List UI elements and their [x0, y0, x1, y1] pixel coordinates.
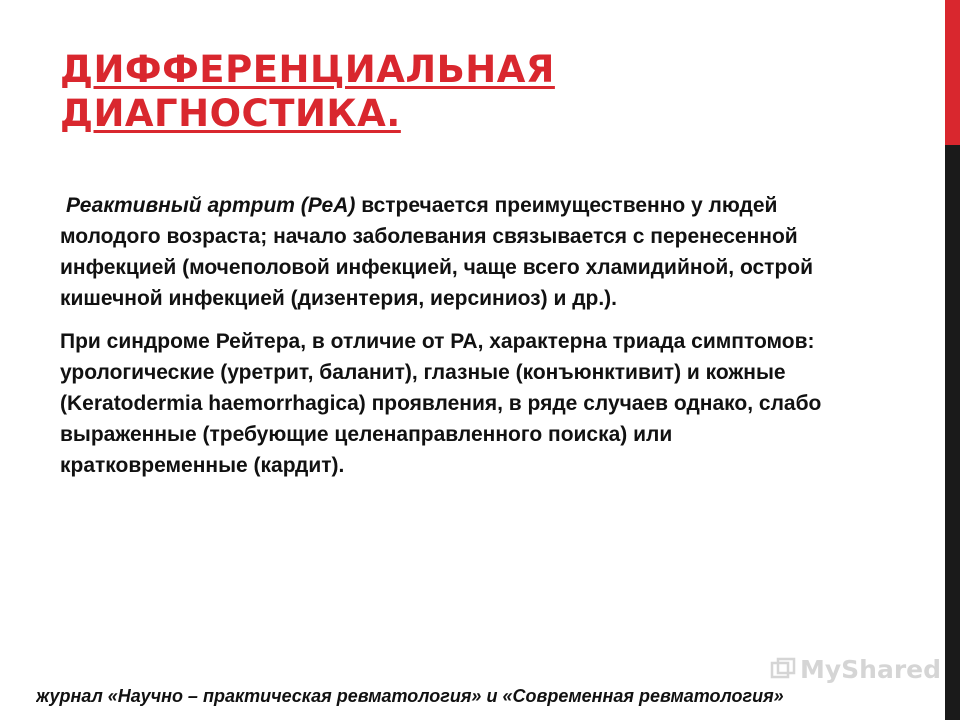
slide-title: [60, 48, 555, 136]
paragraph-reactive-arthritis: [60, 190, 860, 314]
watermark-text: MyShared: [800, 655, 942, 684]
footer-source: журнал «Научно – практическая ревматология» и «Современная ревматология»: [36, 686, 784, 706]
slide-title-line-2: ДИАГНОСТИКА.: [60, 92, 401, 135]
paragraph-1-text: встречается преимущественно у людей молодого возраста; начало заболевания связывается с перенесенной инфекцией (мочеполовой инфекцией, чаще всего хламидийной, острой кишечной инфекцией (дизентерия, иерсиниоз) и др.).: [60, 194, 814, 310]
side-bar-accent: [945, 0, 960, 145]
myshared-logo-icon: [770, 657, 796, 683]
paragraph-reiter-syndrome: При синдроме Рейтера, в отличие от РА, характерна триада симптомов: урологические (уретрит, баланит), глазные (конъюнктивит) и кожные (Keratodermia haemorrhagica) проявления, в ряде случаев однако, слабо выраженные (требующие целенаправленного поиска) или кратковременные (кардит).: [60, 330, 822, 477]
watermark: [770, 655, 941, 684]
slide-title-line-1: ДИФФЕРЕНЦИАЛЬНАЯ: [60, 48, 555, 91]
paragraph-1-italic-term: Реактивный артрит (РеА): [66, 194, 356, 217]
slide-body: [60, 190, 860, 493]
side-bar: [945, 0, 960, 720]
